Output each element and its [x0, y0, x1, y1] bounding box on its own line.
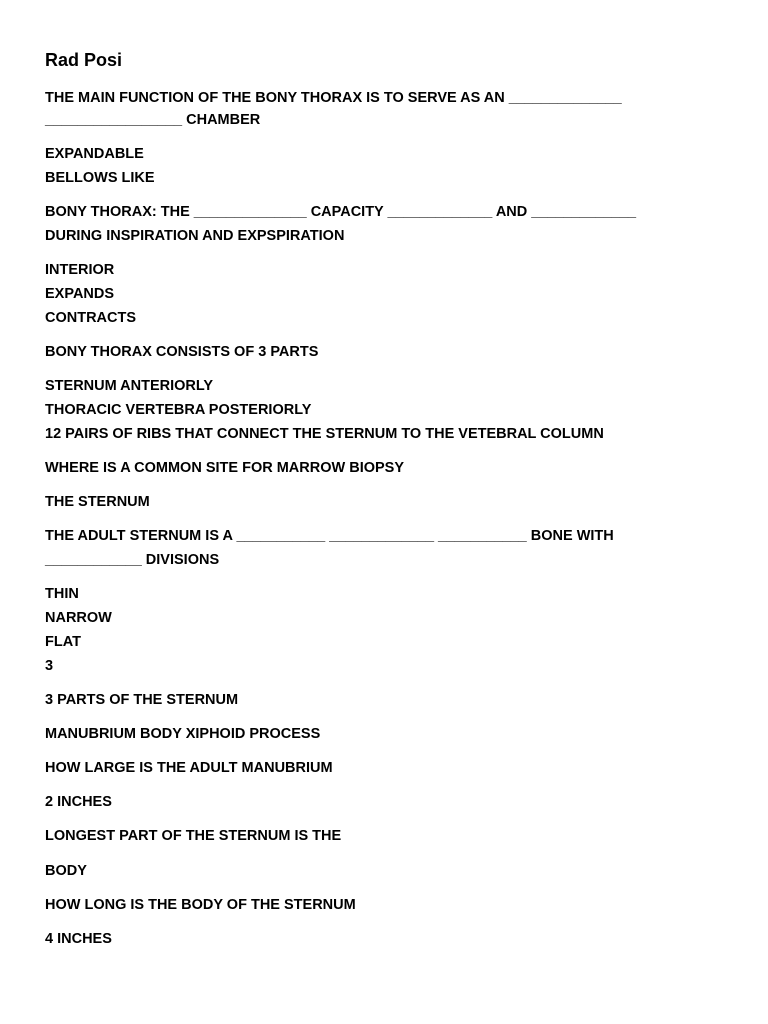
answer-contracts: CONTRACTS [45, 310, 137, 326]
answer-narrow: NARROW [45, 610, 112, 626]
question-body-length: HOW LONG IS THE BODY OF THE STERNUM [45, 897, 356, 913]
answer-bellows-like: BELLOWS LIKE [45, 170, 155, 186]
answer-ribs: 12 PAIRS OF RIBS THAT CONNECT THE STERNUM TO THE VETEBRAL COLUMN [45, 426, 604, 442]
question-adult-sternum-line-2: ____________ DIVISIONS [45, 552, 220, 568]
question-main-function-line-1: THE MAIN FUNCTION OF THE BONY THORAX IS TO SERVE AS AN ______________ [45, 90, 622, 106]
document-title: Rad Posi [45, 50, 123, 70]
question-manubrium-size: HOW LARGE IS THE ADULT MANUBRIUM [45, 760, 333, 776]
question-longest-part: LONGEST PART OF THE STERNUM IS THE [45, 828, 342, 844]
answer-three: 3 [45, 658, 54, 674]
question-main-function-line-2: _________________ CHAMBER [45, 112, 261, 128]
question-three-parts: BONY THORAX CONSISTS OF 3 PARTS [45, 344, 319, 360]
answer-four-inches: 4 INCHES [45, 931, 112, 947]
answer-thin: THIN [45, 586, 79, 602]
answer-thoracic-vertebra: THORACIC VERTEBRA POSTERIORLY [45, 402, 312, 418]
answer-parts-of-sternum: MANUBRIUM BODY XIPHOID PROCESS [45, 726, 321, 742]
question-marrow-biopsy: WHERE IS A COMMON SITE FOR MARROW BIOPSY [45, 460, 405, 476]
question-bony-thorax-line-1: BONY THORAX: THE ______________ CAPACITY _____________ AND _____________ [45, 204, 637, 220]
question-parts-of-sternum: 3 PARTS OF THE STERNUM [45, 692, 239, 708]
answer-flat: FLAT [45, 634, 81, 650]
answer-the-sternum: THE STERNUM [45, 494, 150, 510]
answer-sternum-anteriorly: STERNUM ANTERIORLY [45, 378, 214, 394]
answer-expands: EXPANDS [45, 286, 115, 302]
question-bony-thorax-line-2: DURING INSPIRATION AND EXPSPIRATION [45, 228, 345, 244]
question-adult-sternum-line-1: THE ADULT STERNUM IS A ___________ _____________ ___________ BONE WITH [45, 528, 614, 544]
answer-two-inches: 2 INCHES [45, 794, 112, 810]
answer-body: BODY [45, 863, 87, 879]
answer-expandable: EXPANDABLE [45, 146, 144, 162]
answer-interior: INTERIOR [45, 262, 115, 278]
